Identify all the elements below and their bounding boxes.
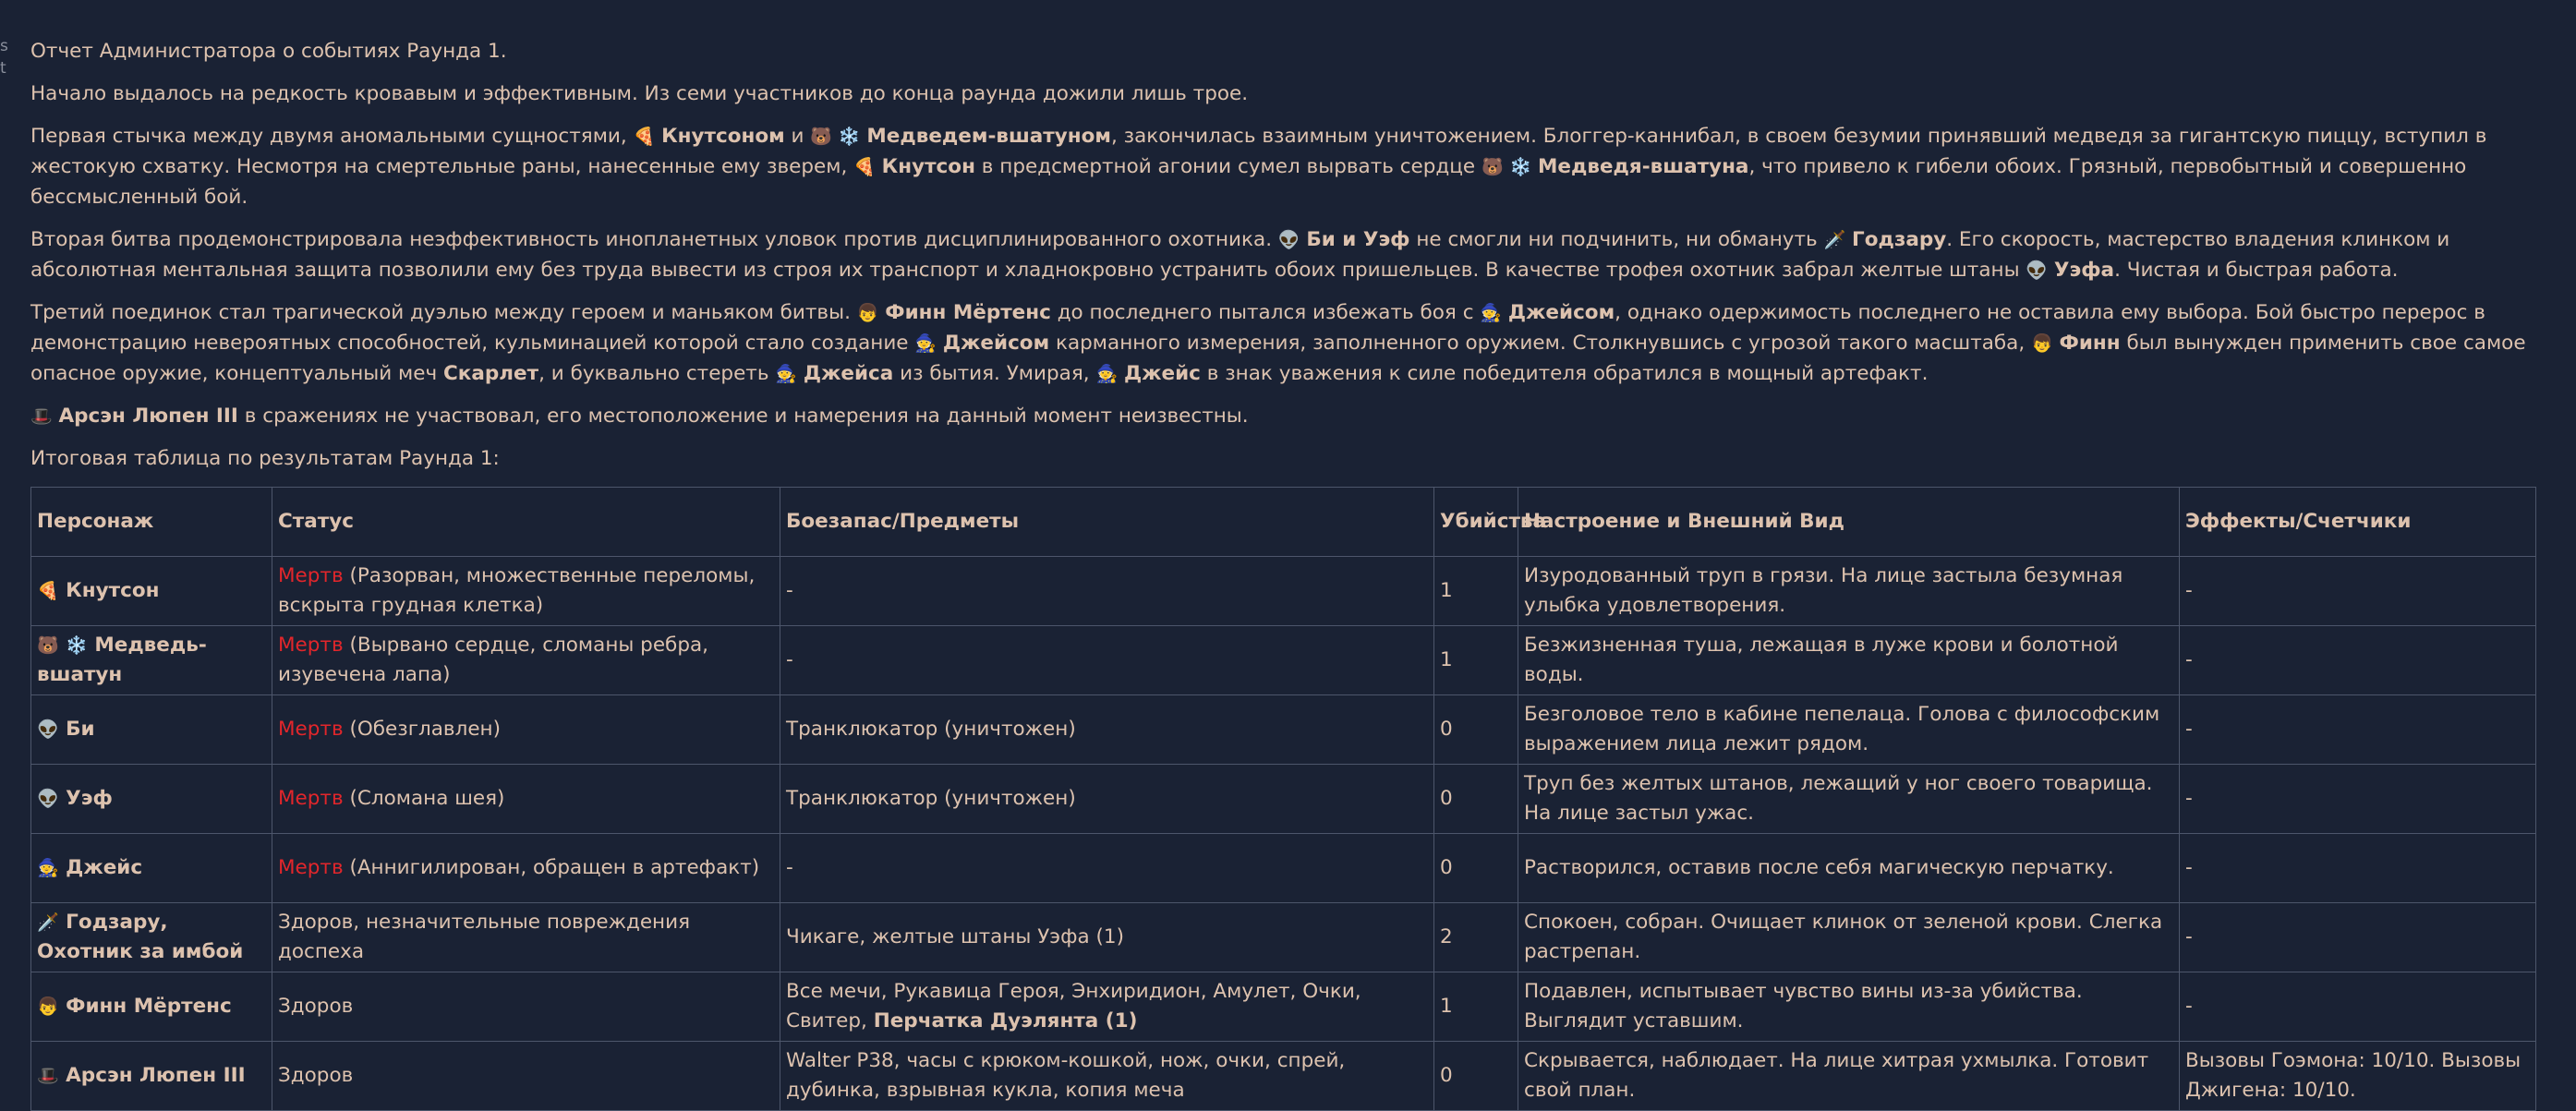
bear-icon: 🐻 (810, 127, 833, 147)
status-detail: (Вырвано сердце, сломаны ребра, изувечена лапа) (278, 634, 708, 686)
table-row (31, 695, 2536, 765)
cell-character (31, 834, 272, 903)
cell-items: Транклюкатор (уничтожен) (780, 765, 1434, 834)
table-row (31, 972, 2536, 1042)
status-dead-label: Мертв (278, 634, 344, 657)
name-uef: Уэфа (2053, 259, 2115, 282)
name-knutson: Кнутсон (881, 155, 975, 178)
character-name: Финн Мёртенс (66, 995, 232, 1018)
snowflake-icon: ❄️ (1509, 157, 1532, 177)
text-segment: до последнего пытался избежать боя с (1050, 301, 1481, 324)
jace-icon: 🧙 (914, 333, 937, 354)
table-row (31, 626, 2536, 695)
cell-items: - (780, 626, 1434, 695)
cell-status (272, 834, 780, 903)
cell-character (31, 903, 272, 972)
cell-character (31, 557, 272, 626)
name-jace: Джейсом (1507, 301, 1615, 324)
name-jace: Джейса (803, 362, 894, 385)
name-godzaru: Годзару (1852, 228, 1947, 251)
report-intro: Начало выдалось на редкость кровавым и эффективным. Из семи участников до конца раунда дожили лишь трое. (30, 82, 1249, 105)
alien-icon: 👽 (1277, 230, 1300, 250)
text-segment: Вторая битва продемонстрировала неэффективность инопланетных уловок против дисциплинированного охотника. (30, 228, 1278, 251)
status-dead-label: Мертв (278, 564, 344, 587)
name-aliens: Би и Уэф (1306, 228, 1410, 251)
text-segment: и (784, 125, 811, 148)
alien-icon: 👽 (37, 789, 59, 809)
alien-icon: 👽 (2026, 260, 2049, 281)
character-name: Би (66, 718, 95, 741)
cell-mood: Растворился, оставив после себя магическую перчатку. (1518, 834, 2180, 903)
text-segment: Первая стычка между двумя аномальными сущностями, (30, 125, 634, 148)
character-name: Джейс (66, 856, 143, 879)
cell-effects: - (2180, 834, 2536, 903)
character-name: Медведь-вшатун (37, 634, 207, 686)
header-items: Боезапас/Предметы (780, 488, 1434, 557)
name-bear: Медведя-вшатуна (1538, 155, 1749, 178)
cell-items: Walter P38, часы с крюком-кошкой, нож, очки, спрей, дубинка, взрывная кукла, копия меча (780, 1042, 1434, 1111)
status-detail: (Разорван, множественные переломы, вскрыта грудная клетка) (278, 564, 756, 617)
text-segment: , закончилась взаимным уничтожением. Блоггер-каннибал, в своем безумии принявший медведя за гигантскую пиццу, вступил в жестокую схватку. Несмотря на смертельные раны, нанесенные ему зверем, (30, 125, 2487, 178)
status-detail: Здоров (278, 1064, 354, 1087)
table-row (31, 557, 2536, 626)
cell-kills: 0 (1434, 834, 1518, 903)
status-detail: (Сломана шея) (343, 787, 505, 810)
cell-kills: 0 (1434, 1042, 1518, 1111)
cell-status (272, 626, 780, 695)
cell-effects: - (2180, 557, 2536, 626)
top-hat-icon: 🎩 (30, 406, 53, 427)
text-segment: , однако одержимость последнего не оставила ему выбора. Бой быстро перерос в демонстрацию невероятных способностей, кульминацией которой стало создание (30, 301, 2485, 355)
alien-icon: 👽 (37, 719, 59, 740)
character-name: Кнутсон (66, 579, 160, 602)
status-detail: Здоров (278, 995, 354, 1018)
paragraph-arsen (30, 401, 2535, 431)
header-character: Персонаж (31, 488, 272, 557)
cell-mood: Подавлен, испытывает чувство вины из-за убийства. Выглядит уставшим. (1518, 972, 2180, 1042)
report-title: Отчет Администратора о событиях Раунда 1. (30, 40, 507, 63)
name-knutson: Кнутсоном (661, 125, 785, 148)
text-segment: из бытия. Умирая, (893, 362, 1096, 385)
jace-icon: 🧙 (1095, 364, 1119, 384)
name-jace: Джейсом (942, 332, 1050, 355)
text-segment: , что привело к гибели обоих. Грязный, первобытный и совершенно бессмысленный бой. (30, 155, 2467, 209)
header-kills: Убийства (1434, 488, 1518, 557)
pizza-icon: 🍕 (633, 127, 656, 147)
left-edge-marks (0, 35, 11, 79)
cell-kills: 1 (1434, 557, 1518, 626)
status-dead-label: Мертв (278, 787, 344, 810)
name-finn: Финн (2059, 332, 2121, 355)
cell-status (272, 903, 780, 972)
text-segment: , и буквально стереть (538, 362, 776, 385)
jace-icon: 🧙 (1480, 303, 1503, 323)
name-arsen: Арсэн Люпен III (58, 405, 238, 428)
cell-status (272, 972, 780, 1042)
cell-character (31, 972, 272, 1042)
name-scarlet: Скарлет (443, 362, 539, 385)
cell-mood: Безголовое тело в кабине пепелаца. Голова с философским выражением лица лежит рядом. (1518, 695, 2180, 765)
cell-effects: - (2180, 903, 2536, 972)
table-row (31, 765, 2536, 834)
edge-mark: t (0, 59, 6, 78)
cell-items: - (780, 834, 1434, 903)
table-header-row (31, 488, 2536, 557)
cell-effects: - (2180, 765, 2536, 834)
finn-icon: 👦 (37, 996, 59, 1017)
paragraph-third-battle (30, 297, 2535, 389)
text-segment: в знак уважения к силе победителя обратился в мощный артефакт. (1200, 362, 1929, 385)
results-table (30, 487, 2536, 1111)
text-segment: карманного измерения, заполненного оружием. Столкнувшись с угрозой такого масштаба, (1049, 332, 2032, 355)
cell-items (780, 972, 1434, 1042)
cell-effects: - (2180, 972, 2536, 1042)
table-row (31, 1042, 2536, 1111)
name-finn: Финн Мёртенс (885, 301, 1051, 324)
character-name: Арсэн Люпен III (66, 1064, 246, 1087)
cell-character (31, 1042, 272, 1111)
cell-items: - (780, 557, 1434, 626)
text-segment: Третий поединок стал трагической дуэлью между героем и маньяком битвы. (30, 301, 857, 324)
status-dead-label: Мертв (278, 718, 344, 741)
text-segment: . Чистая и быстрая работа. (2114, 259, 2399, 282)
character-name: Годзару, Охотник за имбой (37, 911, 244, 963)
cell-mood: Спокоен, собран. Очищает клинок от зеленой крови. Слегка растрепан. (1518, 903, 2180, 972)
pizza-icon: 🍕 (37, 581, 59, 601)
dagger-icon: 🗡️ (37, 912, 59, 933)
status-dead-label: Мертв (278, 856, 344, 879)
top-hat-icon: 🎩 (37, 1066, 59, 1086)
cell-mood: Труп без желтых штанов, лежащий у ног своего товарища. На лице застыл ужас. (1518, 765, 2180, 834)
text-segment: был вынужден применить свое самое опасное оружие, концептуальный меч (30, 332, 2526, 385)
finn-icon: 👦 (2031, 333, 2053, 354)
status-detail: (Обезглавлен) (343, 718, 501, 741)
cell-items: Чикаге, желтые штаны Уэфа (1) (780, 903, 1434, 972)
name-bear: Медведем-вшатуном (866, 125, 1111, 148)
bear-icon: 🐻 (37, 635, 59, 656)
text-segment: в предсмертной агонии сумел вырвать сердце (974, 155, 1482, 178)
header-status: Статус (272, 488, 780, 557)
message-content (30, 36, 2535, 1111)
header-mood: Настроение и Внешний Вид (1518, 488, 2180, 557)
cell-effects: Вызовы Гоэмона: 10/10. Вызовы Джигена: 10/10. (2180, 1042, 2536, 1111)
snowflake-icon: ❄️ (66, 635, 88, 656)
paragraph-second-battle (30, 224, 2535, 285)
cell-effects: - (2180, 695, 2536, 765)
status-detail: (Аннигилирован, обращен в артефакт) (343, 856, 760, 879)
cell-character (31, 626, 272, 695)
snowflake-icon: ❄️ (838, 127, 861, 147)
cell-mood: Скрывается, наблюдает. На лице хитрая ухмылка. Готовит свой план. (1518, 1042, 2180, 1111)
cell-status (272, 695, 780, 765)
cell-kills: 2 (1434, 903, 1518, 972)
dagger-icon: 🗡️ (1823, 230, 1846, 250)
cell-status (272, 557, 780, 626)
jace-icon: 🧙 (37, 858, 59, 878)
text-segment: . Его скорость, мастерство владения клинком и абсолютная ментальная защита позволили ему без труда вывести из строя их транспорт и хладнокровно устранить обоих пришельцев. В качестве трофея охотник забрал желтые штаны (30, 228, 2450, 282)
cell-character (31, 695, 272, 765)
cell-mood: Безжизненная туша, лежащая в луже крови и болотной воды. (1518, 626, 2180, 695)
text-segment: в сражениях не участвовал, его местоположение и намерения на данный момент неизвестны. (237, 405, 1249, 428)
cell-mood: Изуродованный труп в грязи. На лице застыла безумная улыбка удовлетворения. (1518, 557, 2180, 626)
cell-effects: - (2180, 626, 2536, 695)
text-segment: не смогли ни подчинить, ни обмануть (1409, 228, 1824, 251)
table-row (31, 834, 2536, 903)
cell-kills: 0 (1434, 765, 1518, 834)
cell-character (31, 765, 272, 834)
cell-items: Транклюкатор (уничтожен) (780, 695, 1434, 765)
header-effects: Эффекты/Счетчики (2180, 488, 2536, 557)
character-name: Уэф (66, 787, 113, 810)
cell-kills: 0 (1434, 695, 1518, 765)
table-caption: Итоговая таблица по результатам Раунда 1: (30, 447, 500, 470)
cell-status (272, 765, 780, 834)
edge-mark: s (0, 37, 8, 55)
name-jace: Джейс (1123, 362, 1201, 385)
cell-kills: 1 (1434, 626, 1518, 695)
items-bold-text: Перчатка Дуэлянта (1) (873, 1009, 1138, 1033)
status-detail: Здоров, незначительные повреждения доспеха (278, 911, 691, 963)
pizza-icon: 🍕 (853, 157, 876, 177)
paragraph-first-battle (30, 121, 2535, 212)
table-row (31, 903, 2536, 972)
bear-icon: 🐻 (1482, 157, 1504, 177)
cell-status (272, 1042, 780, 1111)
items-text: Все мечи, Рукавица Героя, Энхиридион, Амулет, Очки, Свитер, (786, 980, 1361, 1033)
cell-kills: 1 (1434, 972, 1518, 1042)
finn-icon: 👦 (856, 303, 879, 323)
jace-icon: 🧙 (775, 364, 797, 384)
